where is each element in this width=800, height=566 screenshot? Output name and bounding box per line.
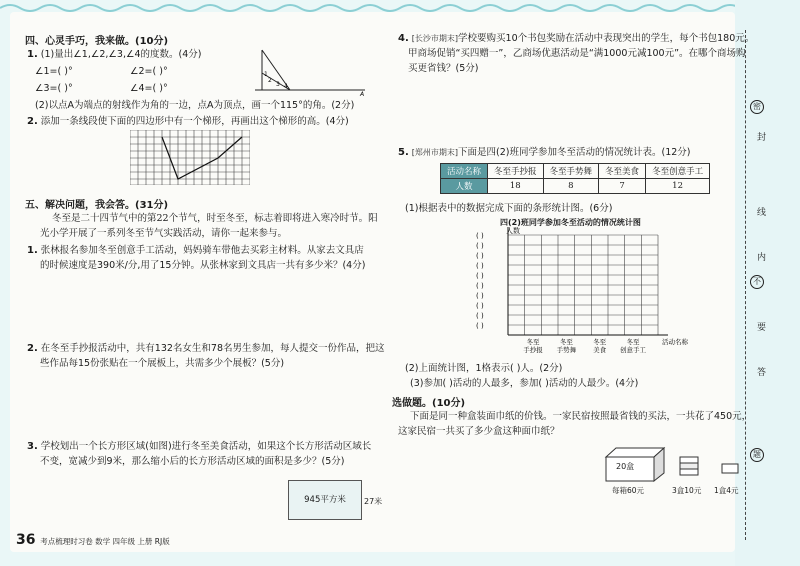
x-axis-label: 活动名称 (662, 338, 688, 346)
q2-text: 添加一条线段使下面的四边形中有一个梯形，再画出这个梯形的高。(4分) (40, 116, 349, 127)
svg-text:2: 2 (268, 77, 272, 84)
y-tick-blank: ( ) (476, 282, 484, 290)
price-pack: 3盒10元 (672, 486, 702, 495)
y-tick-blank: ( ) (476, 252, 484, 260)
area-label: 945平方米 (304, 495, 346, 505)
side-length-label: 27米 (364, 497, 383, 506)
chart-title: 四(2)班同学参加冬至活动的情况统计图 (500, 218, 641, 227)
problem-2-line-2: 些作品每15份张贴在一个展板上，共需多少个展板？(5分) (40, 358, 285, 369)
seal-char: 答 (757, 368, 767, 378)
seal-char: 线 (757, 208, 767, 218)
svg-text:4: 4 (284, 83, 288, 90)
q1-part2: (2)以点A为端点的射线作为角的一边，点A为顶点，画一个115°的角。(2分) (35, 100, 355, 111)
svg-text:3: 3 (276, 81, 280, 88)
y-tick-blank: ( ) (476, 312, 484, 320)
problem-1-line-1: 张林报名参加冬至创意手工活动，妈妈骑车带他去买彩主材料。从家去文具店 (40, 245, 364, 256)
y-axis-label: 人数 (506, 227, 520, 235)
angle-3: ∠3=( )° (35, 83, 73, 94)
seal-char: 不 (750, 275, 764, 289)
x-tick-label: 手势舞 (556, 346, 577, 354)
tissue-case-image (600, 445, 670, 483)
optional-section-title: 选做题。(10分) (392, 398, 466, 409)
svg-text:1: 1 (264, 71, 268, 78)
table-header: 活动名称 (441, 164, 488, 179)
x-tick-label: 冬至 (626, 338, 640, 346)
q1-part1: (1)量出∠1,∠2,∠3,∠4的度数。(4分) (40, 49, 202, 60)
angle-2: ∠2=( )° (130, 66, 168, 77)
x-tick-label: 美食 (593, 346, 607, 354)
table-row-label: 人数 (441, 179, 488, 194)
q5-part-3: (3)参加( )活动的人最多，参加( )活动的人最少。(4分) (410, 378, 639, 389)
seal-char: 题 (750, 448, 764, 462)
x-tick-label: 冬至 (559, 338, 573, 346)
q-number: 2. (27, 343, 38, 354)
q5-part-2: (2)上面统计图，1格表示( )人。(2分) (405, 363, 563, 374)
svg-text:A: A (360, 91, 365, 96)
section-5-title: 五、解决问题，我会答。(31分) (25, 200, 169, 211)
price-case: 每箱60元 (612, 486, 645, 495)
angle-4: ∠4=( )° (130, 83, 168, 94)
quadrilateral-grid (130, 130, 250, 185)
footer-text: 考点梳理时习卷 数学 四年级 上册 RJ版 (40, 537, 170, 546)
problem-3-line-2: 不变，宽减少到9米，那么缩小后的长方形活动区域的面积是多少？(5分) (40, 456, 345, 467)
x-tick-label: 创意手工 (620, 346, 646, 354)
y-tick-blank: ( ) (476, 322, 484, 330)
intro-line-2: 光小学开展了一系列冬至节气实践活动，请你一起来参与。 (40, 228, 288, 239)
optional-line-2: 这家民宿一共买了多少盒这种面巾纸？ (398, 426, 560, 437)
q-number: 4. (398, 33, 409, 44)
seal-char: 内 (757, 253, 767, 263)
table-header: 冬至创意手工 (646, 164, 710, 179)
table-header: 冬至美食 (599, 164, 646, 179)
q-number: 1. (27, 245, 38, 256)
source-tag: [长沙市期末] (411, 34, 459, 43)
optional-line-1: 下面是同一种盒装面巾纸的价钱。一家民宿按照最省钱的买法，一共花了450元， (410, 411, 752, 422)
intro-line-1: 冬至是二十四节气中的第22个节气，时至冬至，标志着即将进入寒冷时节。阳 (52, 213, 378, 224)
problem-3-line-1: 学校划出一个长方形区域(如图)进行冬至美食活动，如果这个长方形活动区域长 (40, 441, 372, 452)
q-number: 1. (27, 49, 38, 60)
rectangle-figure (288, 480, 362, 520)
page-number: 36 (16, 532, 36, 548)
activity-table (440, 163, 710, 194)
y-tick-blank: ( ) (476, 272, 484, 280)
y-tick-blank: ( ) (476, 262, 484, 270)
table-header: 冬至手抄报 (488, 164, 544, 179)
page-footer (16, 532, 170, 548)
seal-char: 封 (757, 133, 767, 143)
y-tick-blank: ( ) (476, 302, 484, 310)
q4-line-2: 甲商场促销“买四赠一”，乙商场优惠活动是“满1000元减100元”。在哪个商场购 (408, 48, 746, 59)
source-tag: [郑州市期末] (411, 148, 459, 157)
q-number: 3. (27, 441, 38, 452)
table-cell: 8 (543, 179, 599, 194)
q-number: 2. (27, 116, 38, 127)
top-wave-border (0, 0, 800, 12)
section-4-title: 四、心灵手巧，我来做。(10分) (25, 36, 169, 47)
seal-char: 要 (757, 323, 767, 333)
q5-part-1: (1)根据表中的数据完成下面的条形统计图。(6分) (405, 203, 613, 214)
seal-char: 密 (750, 100, 764, 114)
problem-1-line-2: 的时候速度是390米/分,用了15分钟。从张林家到文具店一共有多少米？(4分) (40, 260, 366, 271)
q4-line-1: 学校要购买10个书包奖励在活动中表现突出的学生，每个书包180元。 (458, 33, 755, 44)
q4-line-3: 买更省钱？(5分) (408, 63, 479, 74)
x-tick-label: 手抄报 (523, 346, 543, 354)
tissue-pack-3-image (678, 453, 702, 479)
y-tick-blank: ( ) (476, 232, 484, 240)
table-cell: 7 (599, 179, 646, 194)
tissue-single-image (720, 460, 742, 476)
angle-figure (250, 48, 370, 96)
x-tick-label: 冬至 (593, 338, 607, 346)
bar-chart (470, 225, 690, 355)
x-tick-label: 冬至 (526, 338, 540, 346)
seal-line (745, 30, 746, 540)
price-single: 1盒4元 (714, 486, 739, 495)
table-cell: 12 (646, 179, 710, 194)
y-tick-blank: ( ) (476, 242, 484, 250)
table-header: 冬至手势舞 (543, 164, 599, 179)
q-number: 5. (398, 147, 409, 158)
q5-text: 下面是四(2)班同学参加冬至活动的情况统计表。(12分) (458, 147, 691, 158)
table-cell: 18 (488, 179, 544, 194)
problem-2-line-1: 在冬至手抄报活动中，共有132名女生和78名男生参加，每人提交一份作品，把这 (40, 343, 385, 354)
case-label: 20盒 (616, 462, 635, 471)
angle-1: ∠1=( )° (35, 66, 73, 77)
y-tick-blank: ( ) (476, 292, 484, 300)
